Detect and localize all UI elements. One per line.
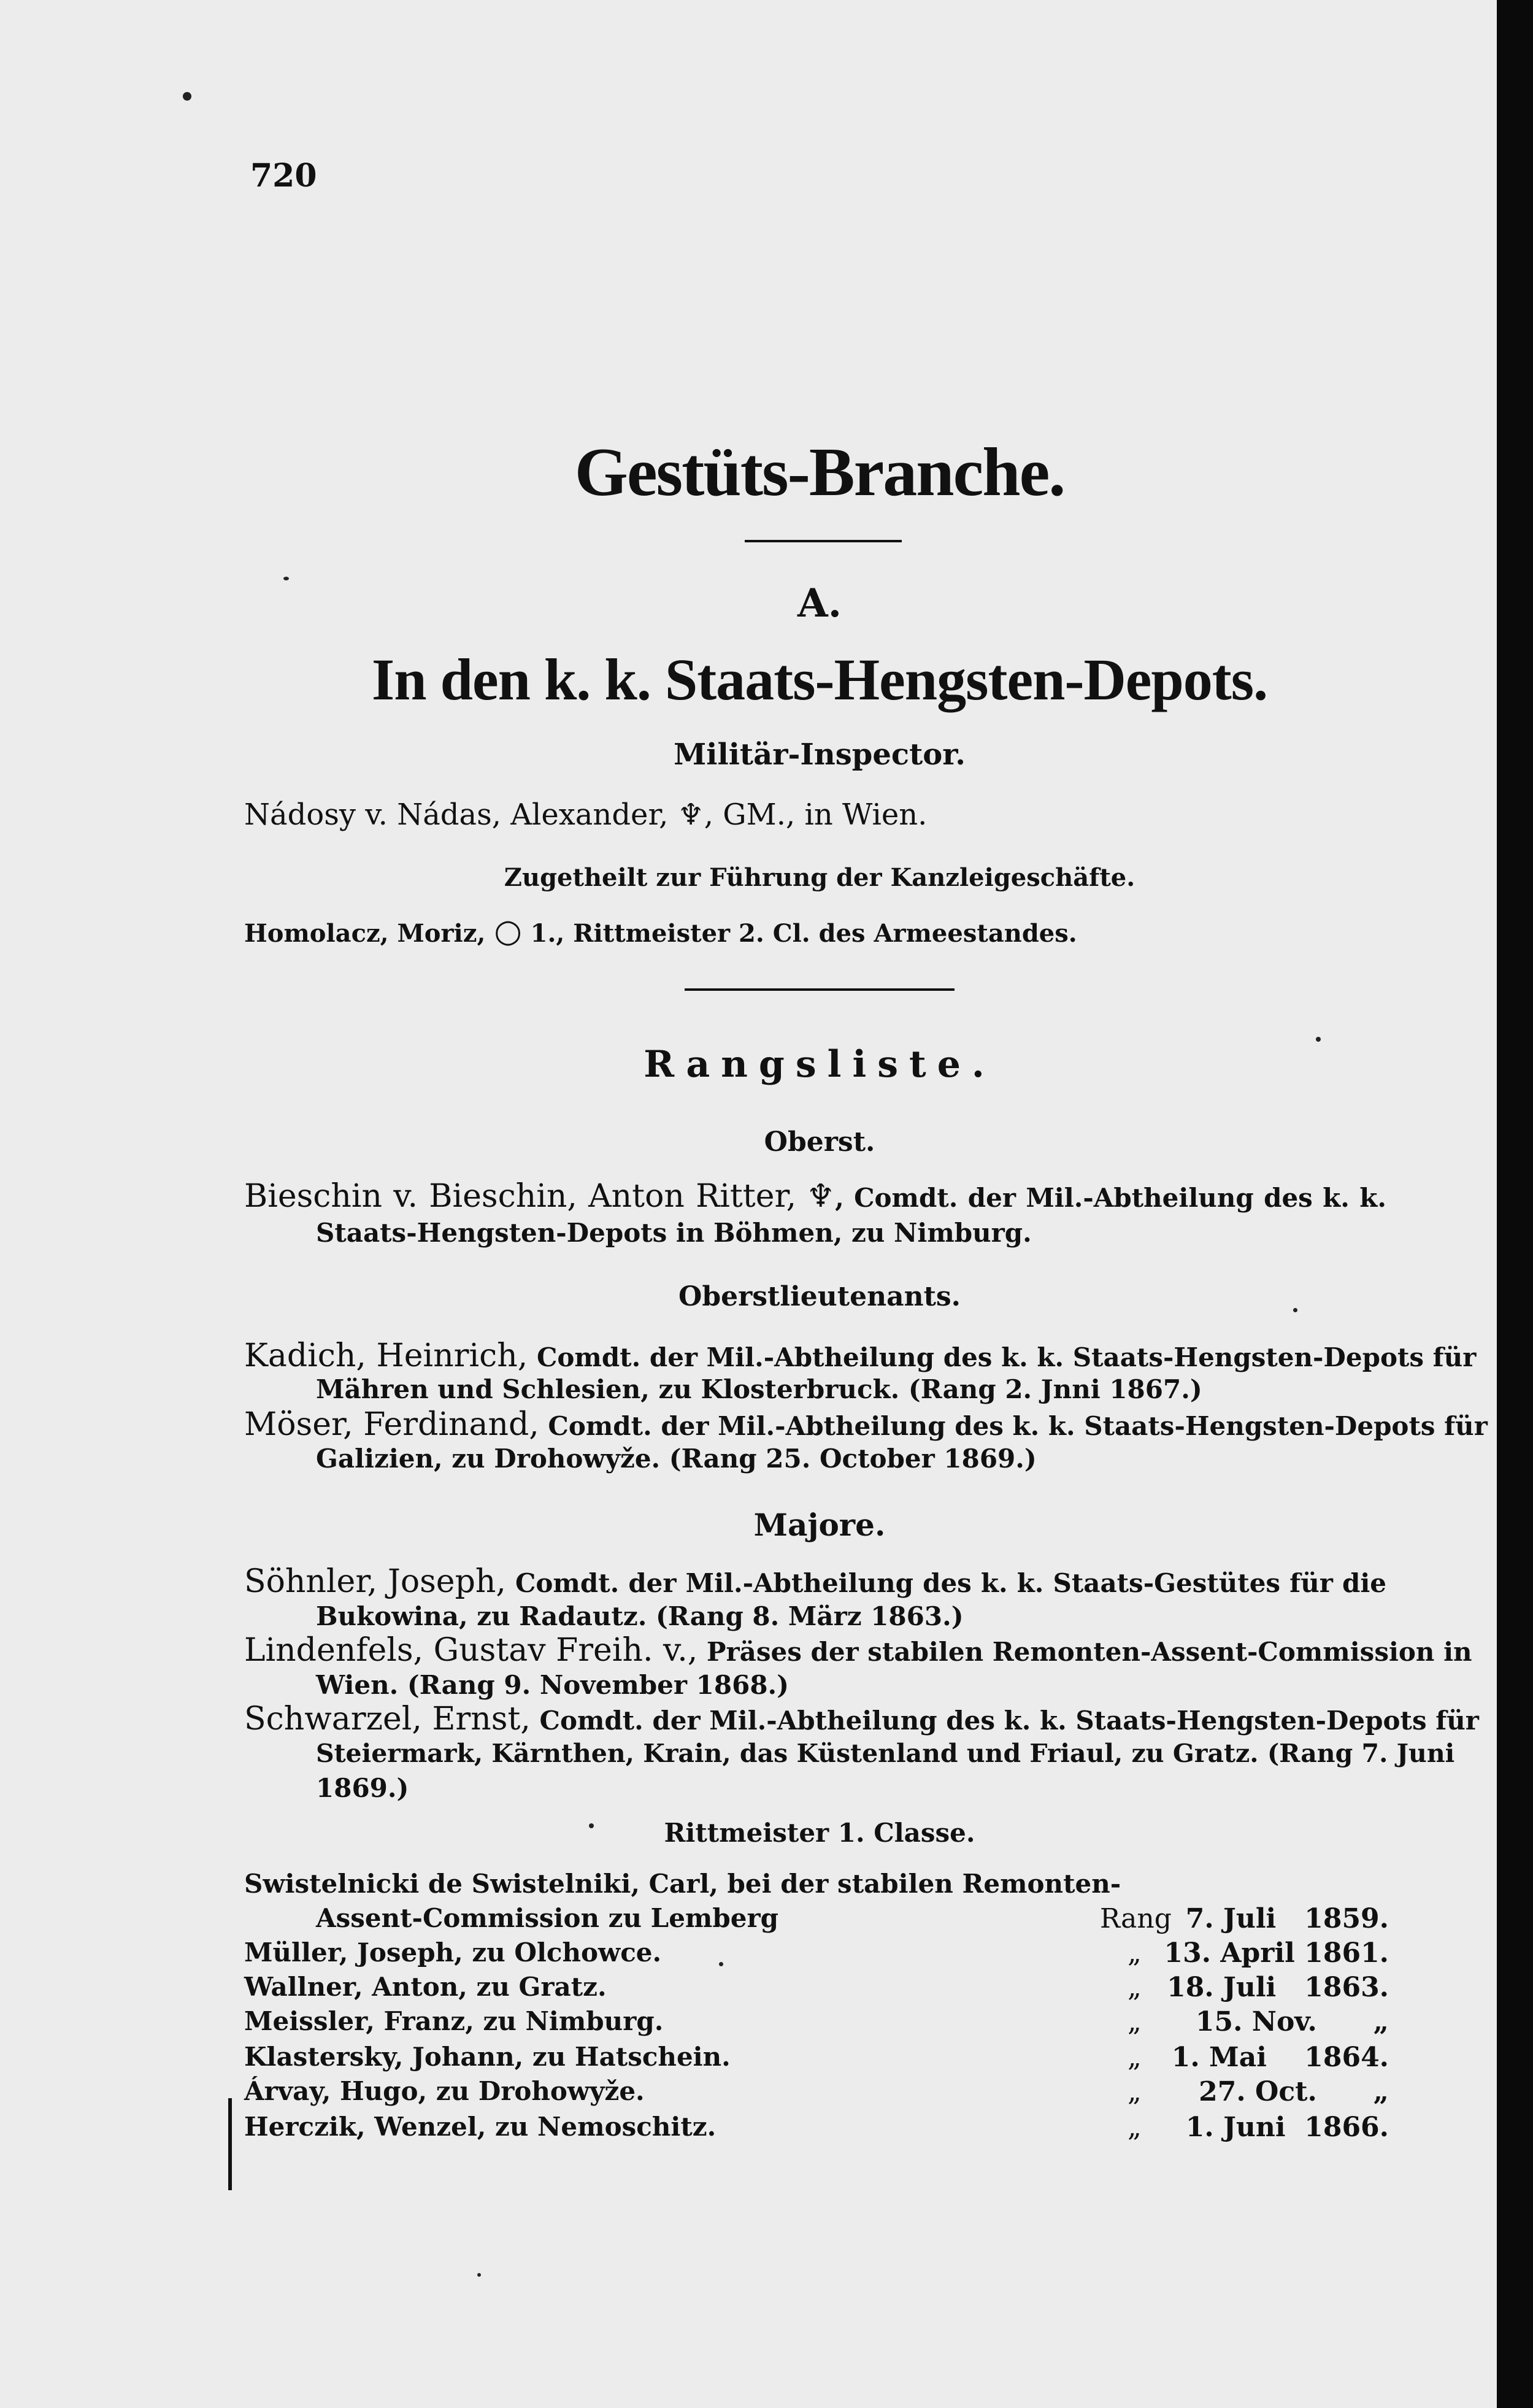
list-item xyxy=(244,1563,1386,1600)
section-subtitle: In den k. k. Staats-Hengsten-Depots. xyxy=(371,647,1268,712)
list-item-line3: 1869.) xyxy=(316,1773,409,1803)
order-circle-icon: ○ xyxy=(494,913,522,950)
rittmeister-heading: Rittmeister 1. Classe. xyxy=(664,1818,975,1848)
rank-date: 13. April 1861. xyxy=(1164,1937,1389,1969)
inspector-name: Nádosy v. Nádas, Alexander, xyxy=(244,798,669,832)
assigned-rank: 1., Rittmeister 2. Cl. des Armeestandes. xyxy=(530,919,1077,948)
list-item xyxy=(244,1701,1479,1737)
list-item: Swistelnicki de Swistelniki, Carl, bei der stabilen Remonten- xyxy=(244,1869,1121,1899)
officer-name: Lindenfels, Gustav Freih. v., xyxy=(244,1632,698,1669)
list-item-line2: Wien. (Rang 9. November 1868.) xyxy=(316,1670,790,1700)
section-divider xyxy=(685,988,955,991)
officer-role: Comdt. der Mil.-Abtheilung des k. k. Staats-Hengsten-Depots für xyxy=(548,1411,1488,1441)
page-number: 720 xyxy=(250,157,317,194)
oberstlieutenants-heading: Oberstlieutenants. xyxy=(678,1281,961,1312)
rank-date: 1. Juni 1866. xyxy=(1185,2112,1389,2143)
scan-speck xyxy=(1293,1308,1297,1312)
list-item-line2: Galizien, zu Drohowyže. (Rang 25. October 1869.) xyxy=(316,1444,1037,1474)
inspector-rank: , GM., in Wien. xyxy=(704,798,928,832)
list-item-text: Klastersky, Johann, zu Hatschein. xyxy=(244,2042,731,2072)
list-item-line2: Bukowina, zu Radautz. (Rang 8. März 1863.) xyxy=(316,1601,964,1631)
assigned-entry xyxy=(244,913,1077,950)
officer-name: Schwarzel, Ernst, xyxy=(244,1701,531,1737)
ditto-mark: „ xyxy=(1128,2112,1142,2143)
rank-date: 15. Nov. „ xyxy=(1195,2006,1389,2037)
ditto-mark: „ xyxy=(1128,2076,1142,2107)
oberst-entry xyxy=(244,1178,1386,1215)
inspector-entry xyxy=(244,798,927,832)
rank-label: Rang xyxy=(1100,1903,1172,1934)
page-edge-shadow xyxy=(1497,0,1533,2408)
margin-bracket xyxy=(228,2098,232,2190)
ditto-mark: „ xyxy=(1128,1937,1142,1969)
list-item xyxy=(244,1632,1472,1669)
officer-name: Söhnler, Joseph, xyxy=(244,1563,506,1600)
oberst-role: , Comdt. der Mil.-Abtheilung des k. k. xyxy=(835,1183,1386,1213)
list-item-text: Meissler, Franz, zu Nimburg. xyxy=(244,2006,664,2036)
list-item-line2: Steiermark, Kärnthen, Krain, das Küstenland und Friaul, zu Gratz. (Rang 7. Juni xyxy=(316,1739,1455,1768)
officer-role: Comdt. der Mil.-Abtheilung des k. k. Staats-Hengsten-Depots für xyxy=(539,1706,1479,1736)
list-item-text: Assent-Commission zu Lemberg xyxy=(316,1903,778,1933)
oberst-heading: Oberst. xyxy=(764,1126,875,1158)
cross-symbol-icon: ♆ xyxy=(806,1178,836,1215)
list-item-text: Müller, Joseph, zu Olchowce. xyxy=(244,1937,662,1968)
list-item-text: Árvay, Hugo, zu Drohowyže. xyxy=(244,2076,645,2106)
inspector-heading: Militär-Inspector. xyxy=(674,737,966,772)
list-item xyxy=(244,1406,1488,1443)
assigned-heading: Zugetheilt zur Führung der Kanzleigeschäfte. xyxy=(504,863,1135,892)
rank-date: 18. Juli 1863. xyxy=(1167,1972,1389,2003)
scan-speck xyxy=(719,1962,723,1966)
rank-date: 1. Mai 1864. xyxy=(1171,2042,1389,2073)
oberst-entry-line2: Staats-Hengsten-Depots in Böhmen, zu Nimburg. xyxy=(316,1218,1032,1248)
officer-name: Möser, Ferdinand, xyxy=(244,1406,539,1443)
scan-speck xyxy=(1316,1037,1321,1042)
rank-date: 27. Oct. „ xyxy=(1199,2076,1389,2107)
ditto-mark: „ xyxy=(1128,2042,1142,2073)
scan-speck xyxy=(283,577,289,580)
list-item-line2: Mähren und Schlesien, zu Klosterbruck. (Rang 2. Jnni 1867.) xyxy=(316,1374,1202,1404)
scan-speck xyxy=(589,1823,594,1828)
ditto-mark: „ xyxy=(1128,2006,1142,2037)
officer-name: Kadich, Heinrich, xyxy=(244,1337,528,1374)
rank-date: 7. Juli 1859. xyxy=(1185,1903,1389,1934)
majore-heading: Majore. xyxy=(753,1507,886,1543)
scan-speck xyxy=(477,2273,481,2277)
officer-role: Comdt. der Mil.-Abtheilung des k. k. Staats-Hengsten-Depots für xyxy=(536,1342,1477,1372)
scan-speck xyxy=(183,92,191,101)
page-title: Gestüts-Branche. xyxy=(574,434,1065,510)
officer-role: Präses der stabilen Remonten-Assent-Commission in xyxy=(706,1637,1472,1667)
officer-role: Comdt. der Mil.-Abtheilung des k. k. Staats-Gestütes für die xyxy=(515,1568,1386,1598)
rangsliste-heading: Rangsliste. xyxy=(644,1043,996,1086)
ditto-mark: „ xyxy=(1128,1972,1142,2003)
list-item-text: Wallner, Anton, zu Gratz. xyxy=(244,1972,607,2002)
list-item-text: Herczik, Wenzel, zu Nemoschitz. xyxy=(244,2112,717,2142)
oberst-name: Bieschin v. Bieschin, Anton Ritter, xyxy=(244,1178,797,1215)
section-letter: A. xyxy=(797,580,842,626)
assigned-name: Homolacz, Moriz, xyxy=(244,919,486,948)
title-divider xyxy=(745,540,902,542)
list-item xyxy=(244,1337,1477,1374)
cross-symbol-icon: ♆ xyxy=(677,798,704,832)
